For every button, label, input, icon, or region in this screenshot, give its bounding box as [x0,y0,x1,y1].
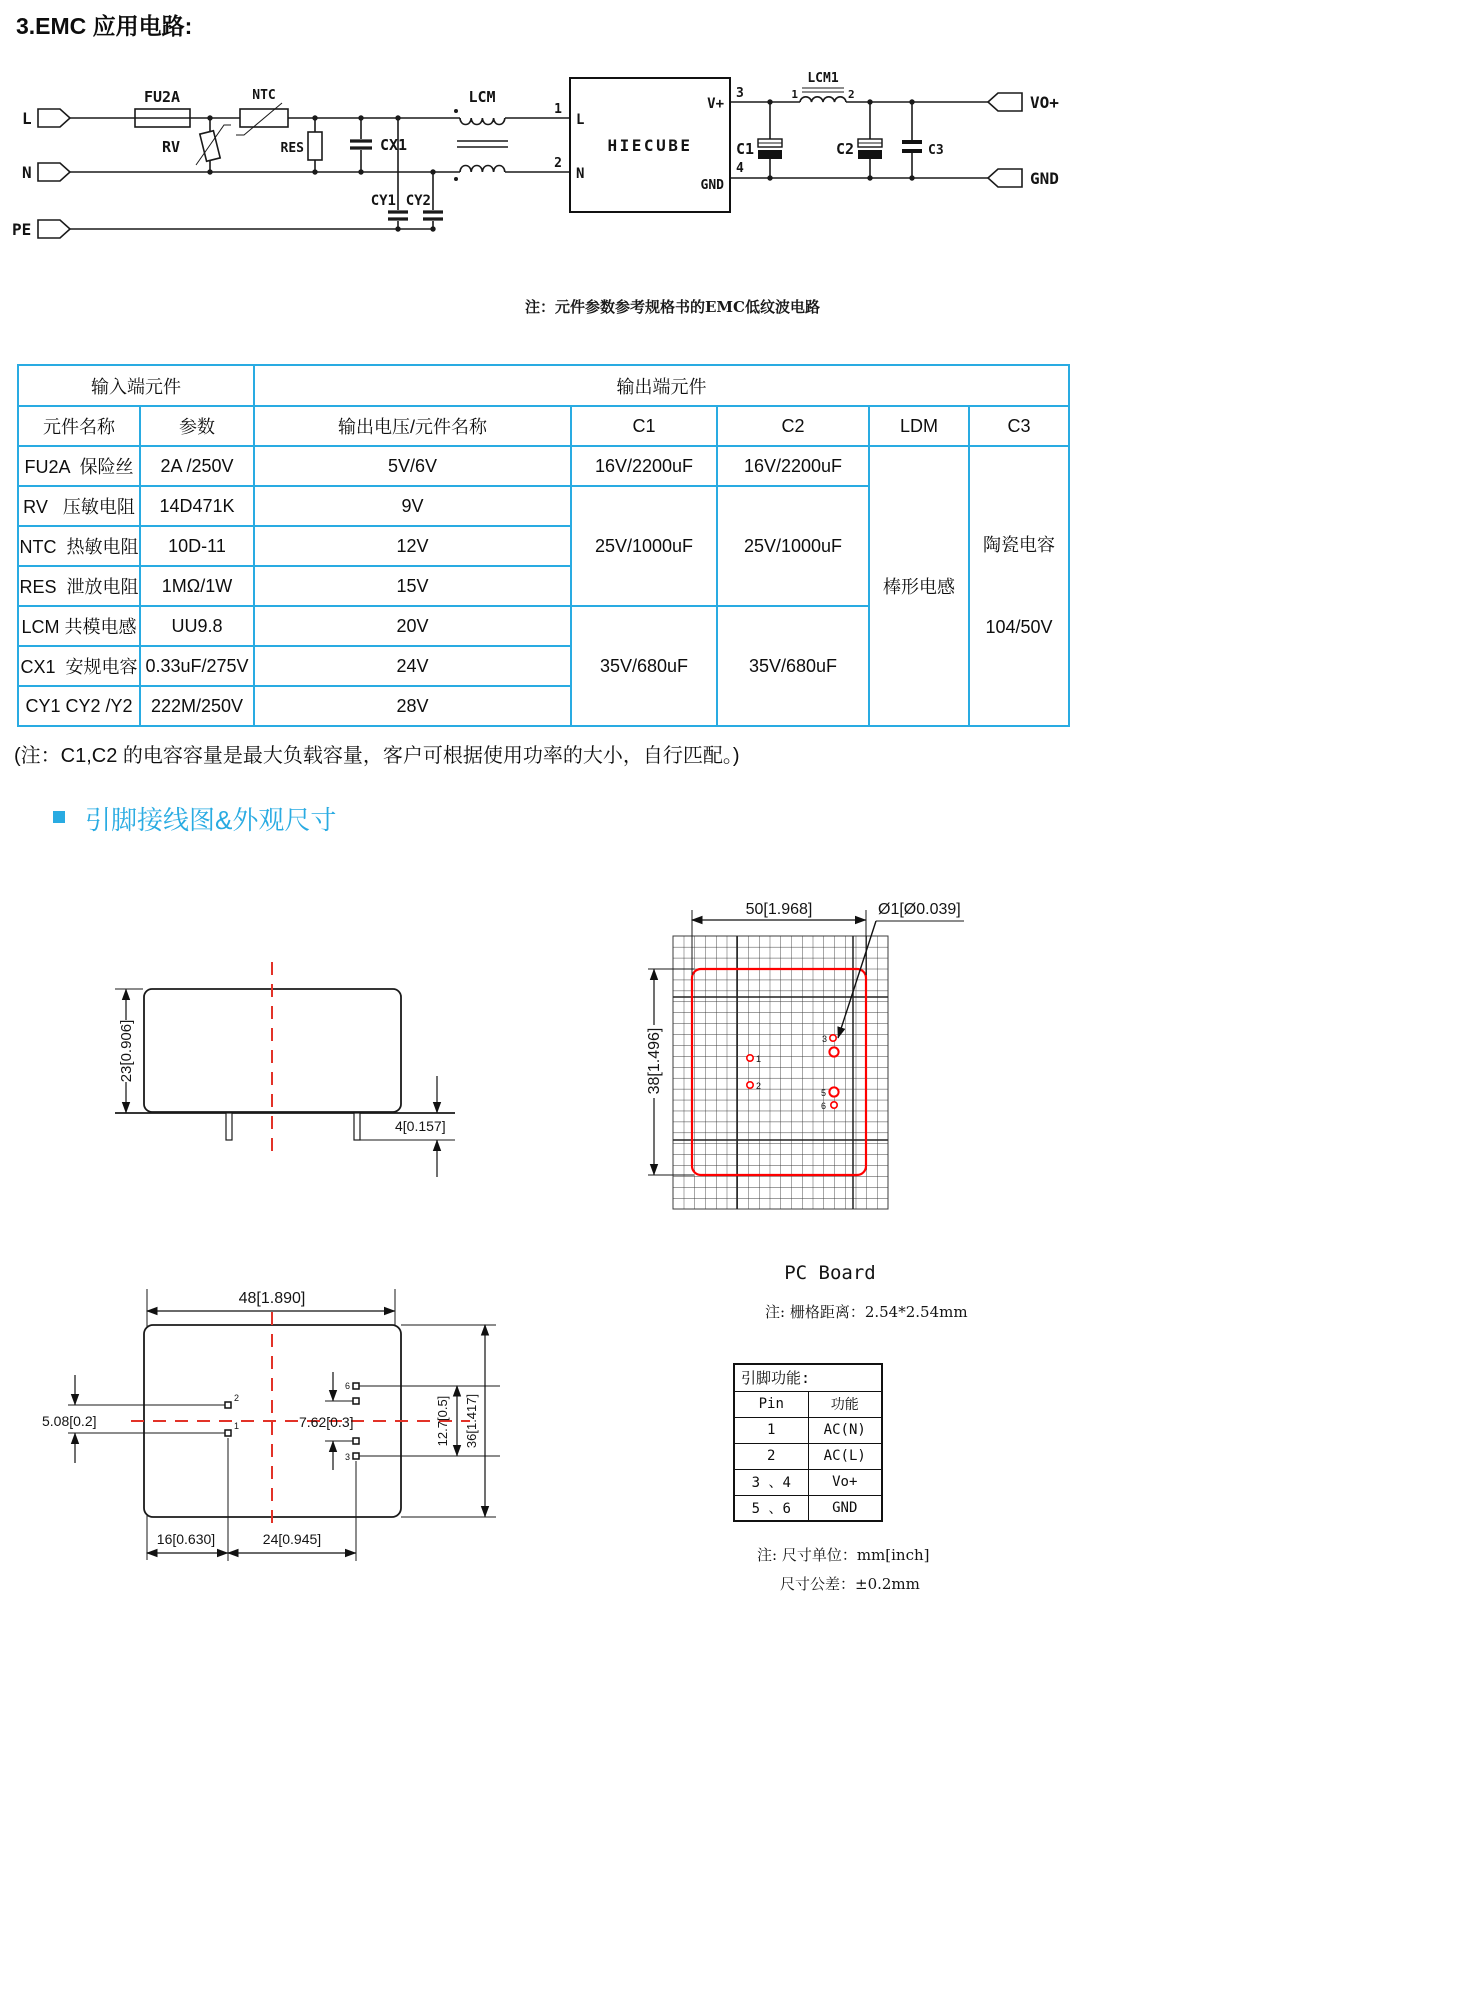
pin-cell: 1 [734,1417,808,1443]
cy1-label: CY1 [370,193,396,209]
td-c1: 35V/680uF [571,606,717,726]
c3-line2: 104/50V [985,617,1053,637]
pin-table-row [734,1443,882,1469]
col-ldm: LDM [869,406,969,446]
cx1-label: CX1 [380,136,408,154]
table-group-header-row [18,365,1069,406]
emc-circuit-diagram [10,55,1190,275]
side-height-dim: 23[0.906] [118,1019,135,1083]
c2-capacitor-symbol [836,102,882,178]
side-view-pin [226,1113,232,1140]
varistor-label: RV [161,138,180,156]
td-param: 2A /250V [140,446,254,486]
ntc-label: NTC [252,88,276,103]
td-param: 10D-11 [140,526,254,566]
module-pin1-label: 1 [554,102,562,117]
col-param: 参数 [140,406,254,446]
col-c2: C2 [717,406,869,446]
section-title: 引脚接线图&外观尺寸 [85,805,337,835]
td-voltage: 15V [254,566,571,606]
pin-3 [353,1453,359,1459]
res-label: RES [280,141,304,156]
module-n-pin: N [576,166,585,182]
td-voltage: 28V [254,686,571,726]
td-name: NTC 热敏电阻 [18,526,140,566]
pin-col-header: Pin [734,1391,808,1417]
td-param: 222M/250V [140,686,254,726]
td-name: CX1 安规电容 [18,646,140,686]
gnd-out-label: GND [1030,169,1059,188]
depth-dim: 36[1.417] [464,1393,479,1449]
pe-label: PE [12,220,32,239]
td-voltage: 12V [254,526,571,566]
c3-capacitor-symbol [902,102,944,178]
pin-cell: 2 [734,1443,808,1469]
td-voltage: 9V [254,486,571,526]
func-cell: AC(N) [808,1417,882,1443]
td-voltage: 5V/6V [254,446,571,486]
td-c2: 35V/680uF [717,606,869,726]
tolerance-note: 尺寸公差：±0.2mm [780,1575,920,1593]
bottom-width-dim: 48[1.890] [238,1290,306,1307]
td-ldm: 棒形电感 [869,446,969,726]
input-terminal-n [22,163,70,182]
lcm1-label: LCM1 [807,71,839,86]
td-name: CY1 CY2 /Y2 [18,686,140,726]
td-param: 14D471K [140,486,254,526]
pin-table-row [734,1495,882,1521]
side-view-pin [354,1113,360,1140]
pcb-grid-note: 注: 栅格距离：2.54*2.54mm [765,1303,968,1321]
td-c2: 25V/1000uF [717,486,869,606]
circuit-wires [70,102,990,229]
col-name: 元件名称 [18,406,140,446]
module-l-pin: L [576,112,585,128]
table-column-header-row [18,406,1069,446]
pin-6 [353,1383,359,1389]
td-name: LCM 共模电感 [18,606,140,646]
hole-label-3: 3 [821,1034,827,1044]
func-cell: GND [808,1495,882,1521]
module-gnd-pin: GND [700,178,724,193]
module-name: HIECUBE [607,136,693,155]
output-terminal-vo [988,93,1059,112]
right-span-dim: 12.7[0.5] [435,1395,450,1447]
pin-2 [225,1402,231,1408]
bottom-view-drawing [42,1289,500,1561]
left-offset-dim: 16[0.630] [156,1531,216,1547]
hiecube-module [570,78,730,212]
pin-function-table [733,1363,883,1522]
pcb-grid [673,936,888,1209]
section-header [53,800,453,834]
pin-table-header-row [734,1391,882,1417]
c3-line1: 陶瓷电容 [983,535,1056,555]
n-label: N [22,163,32,182]
circuit-note: 注：元件参数参考规格书的EMC低纹波电路 [525,298,820,316]
lcm1-pin2-label: 2 [848,88,855,101]
pcb-hole-dim: Ø1[Ø0.039] [878,901,961,918]
module-pin3-label: 3 [736,86,744,101]
table-row [18,446,1069,486]
pcb-caption: PC Board [784,1262,876,1284]
td-name: RES 泄放电阻 [18,566,140,606]
output-group-header: 输出端元件 [254,365,1069,406]
module-pin2-label: 2 [554,156,562,171]
right-pitch-dim: 7.62[0.3] [299,1414,354,1430]
lcm-label: LCM [468,88,496,106]
pcb-width-dim: 50[1.968] [745,901,813,918]
pin-5 [353,1398,359,1404]
func-cell: AC(L) [808,1443,882,1469]
lcm1-pin1-label: 1 [791,88,798,101]
td-voltage: 20V [254,606,571,646]
pin-table-row [734,1417,882,1443]
func-cell: Vo+ [808,1469,882,1495]
side-pin-dim: 4[0.157] [395,1118,446,1134]
cy1-capacitor-symbol [371,118,408,229]
td-name: RV 压敏电阻 [18,486,140,526]
hole-label-5: 5 [820,1088,826,1098]
func-col-header: 功能 [808,1391,882,1417]
pin-4 [353,1438,359,1444]
input-group-header: 输入端元件 [18,365,254,406]
vo-label: VO+ [1030,93,1059,112]
lcm1-inductor-symbol [791,71,854,102]
td-c1: 16V/2200uF [571,446,717,486]
pcb-drawing [646,901,968,1321]
pcb-height-dim: 38[1.496] [646,1027,663,1095]
component-table [17,364,1070,727]
pin3-label: 3 [344,1452,350,1462]
hole-label-1: 1 [756,1054,762,1064]
c3-label: C3 [928,143,944,158]
pin-table-title: 引脚功能: [734,1364,882,1391]
pin1-label: 1 [234,1421,240,1431]
col-c3: C3 [969,406,1069,446]
td-c2: 16V/2200uF [717,446,869,486]
table-note: (注：C1,C2 的电容容量是最大负载容量，客户可根据使用功率的大小，自行匹配。) [14,745,740,767]
c1-label: C1 [735,140,754,158]
td-param: UU9.8 [140,606,254,646]
fuse-label: FU2A [143,88,181,106]
side-view-drawing [115,962,455,1177]
center-offset-dim: 24[0.945] [262,1531,322,1547]
module-pin4-label: 4 [736,161,744,176]
pin-cell: 5 、6 [734,1495,808,1521]
input-terminal-pe [12,220,70,239]
td-param: 0.33uF/275V [140,646,254,686]
cy2-label: CY2 [405,193,431,209]
pin2-label: 2 [234,1393,240,1403]
lcm-choke-symbol [454,88,508,181]
section-bullet-icon [53,811,65,823]
td-c1: 25V/1000uF [571,486,717,606]
hole-label-6: 6 [820,1101,826,1111]
input-terminal-l [22,109,70,128]
pin-table-row [734,1469,882,1495]
unit-note: 注: 尺寸单位：mm[inch] [757,1546,930,1564]
td-param: 1MΩ/1W [140,566,254,606]
pin-cell: 3 、4 [734,1469,808,1495]
module-vplus-pin: V+ [707,96,724,112]
col-c1: C1 [571,406,717,446]
td-c3 [969,446,1069,726]
output-terminal-gnd [988,169,1059,188]
hole-label-2: 2 [756,1081,762,1091]
page-title: 3.EMC 应用电路: [16,13,193,39]
pin-table-title-row [734,1364,882,1391]
cy2-capacitor-symbol [406,172,443,229]
l-label: L [22,109,32,128]
pin6-label: 6 [344,1381,350,1391]
c2-label: C2 [835,140,854,158]
td-voltage: 24V [254,646,571,686]
fuse-symbol [135,88,190,127]
col-voltage: 输出电压/元件名称 [254,406,571,446]
pin-1 [225,1430,231,1436]
td-name: FU2A 保险丝 [18,446,140,486]
left-pitch-dim: 5.08[0.2] [42,1413,97,1429]
ntc-symbol [236,88,288,135]
